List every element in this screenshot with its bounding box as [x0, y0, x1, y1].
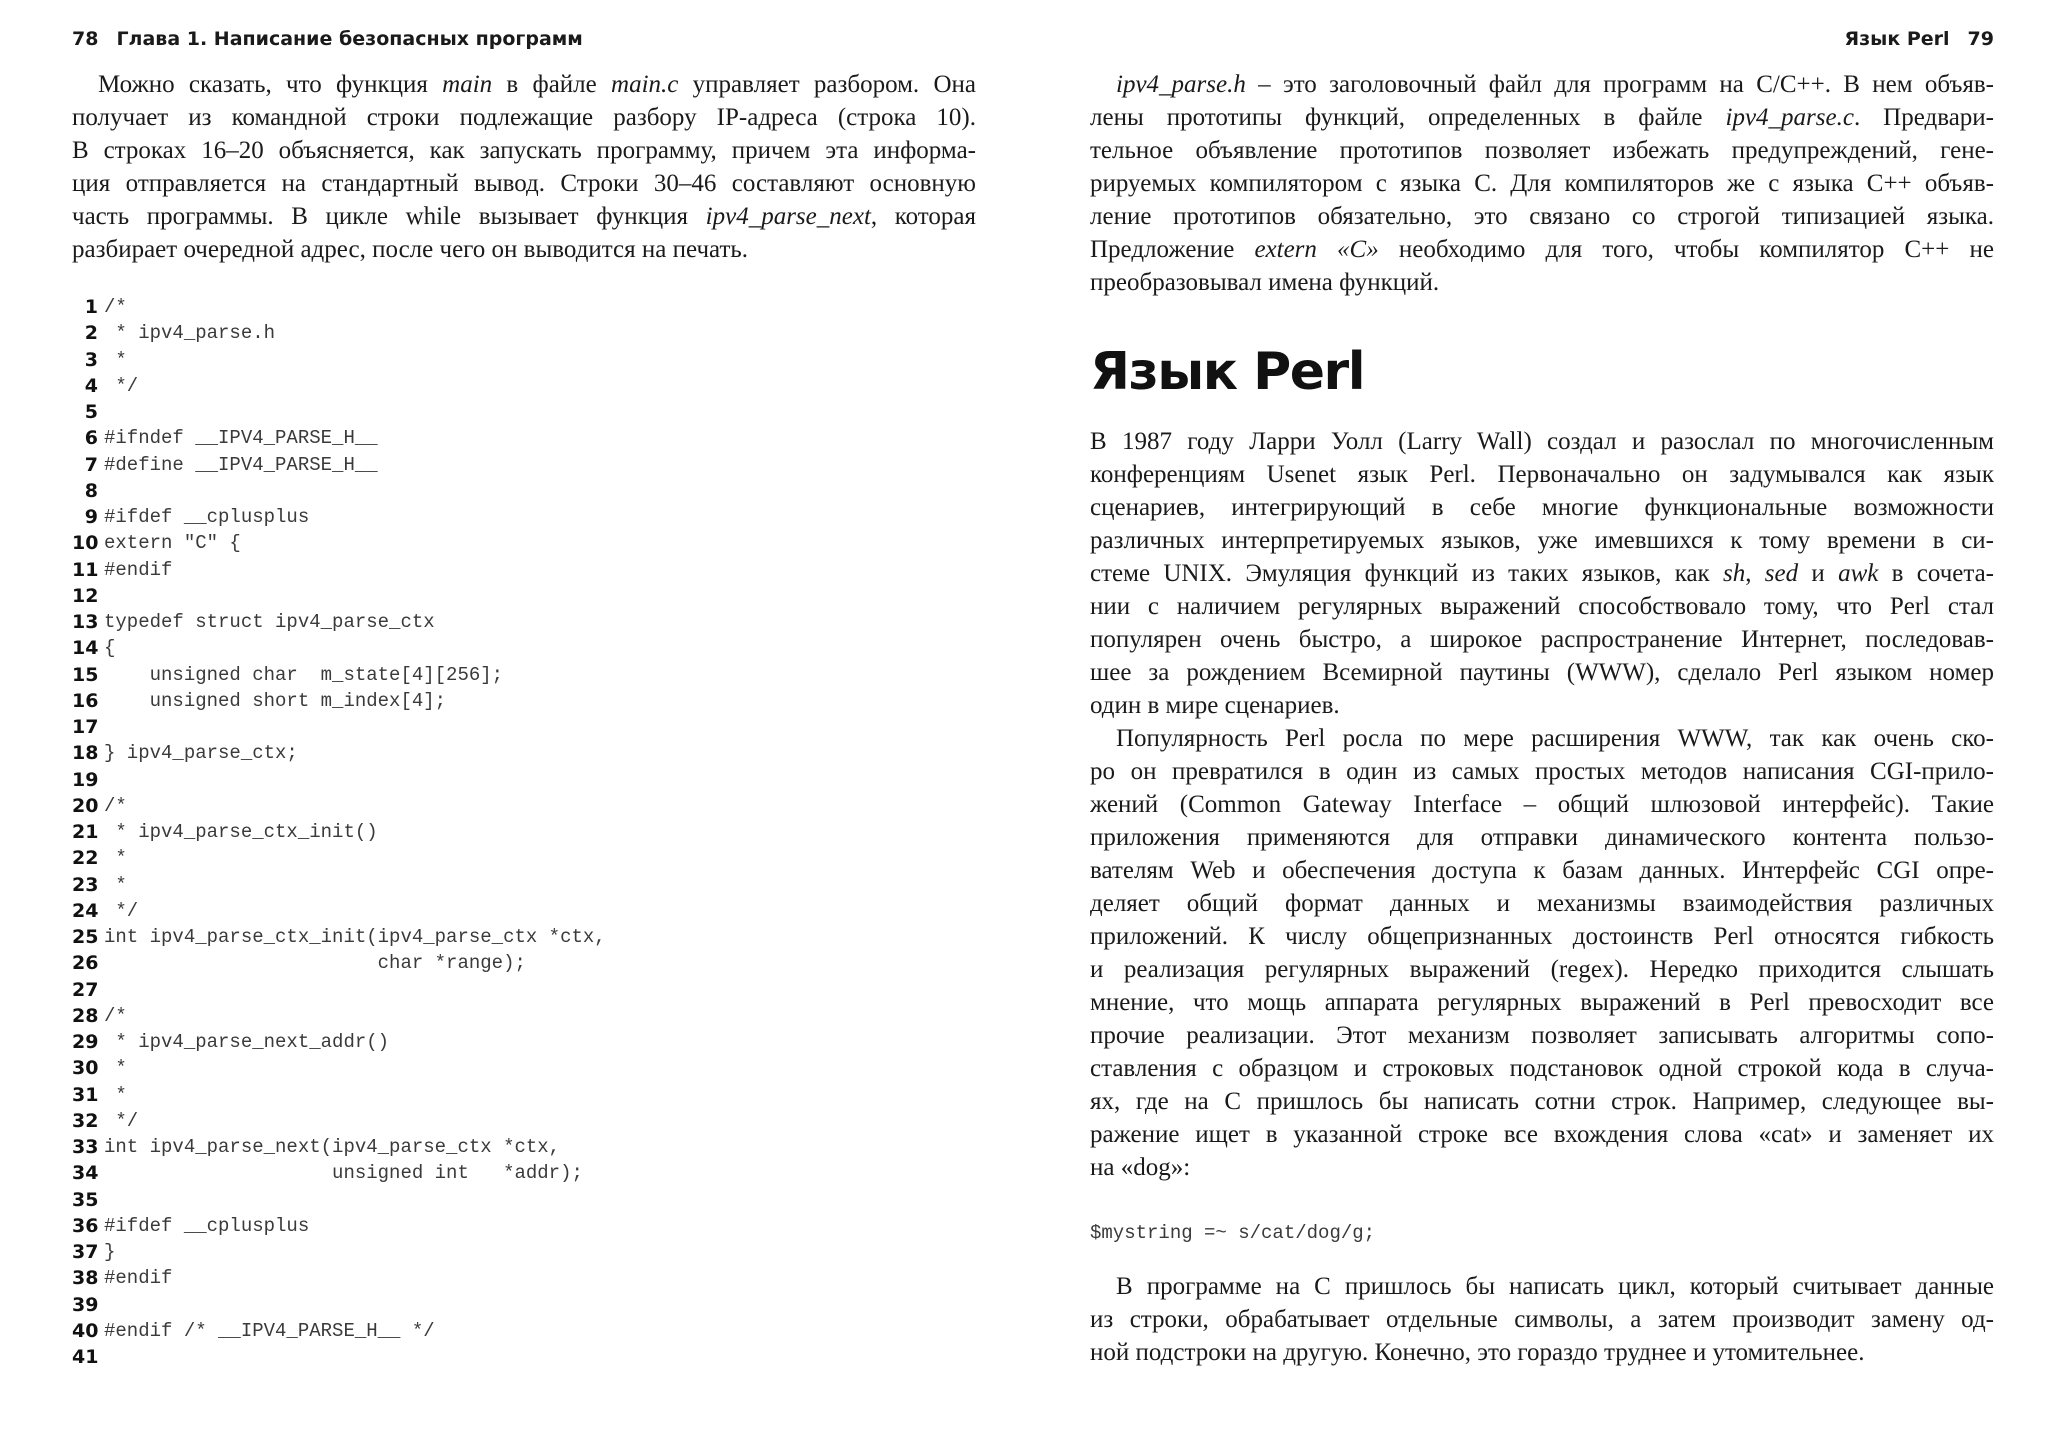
text-line: ражение ищет в указанной строке все вхождения слова «cat» и заменяет их [1090, 1121, 1994, 1148]
text-line: ях, где на C пришлось бы написать сотни строк. Например, следующее вы- [1090, 1088, 1994, 1115]
text-line: получает из командной строки подлежащие разбору IP-адреса (строка 10). [72, 104, 976, 131]
line-number: 9 [84, 506, 98, 528]
code-text: * ipv4_parse.h [104, 322, 276, 345]
text-line: различных интерпретируемых языков, уже имевшихся к тому времени в си- [1090, 527, 1994, 554]
line-number: 11 [72, 558, 99, 581]
text-line: ро он превратился в один из самых простых методов написания CGI-прило- [1090, 758, 1994, 785]
text-line: Популярность Perl росла по мере расширения WWW, так как очень ско- [1116, 725, 1994, 752]
line-number: 19 [72, 768, 99, 791]
code-text: unsigned short m_index[4]; [104, 689, 447, 712]
header-file-paragraph [1090, 68, 1994, 299]
text-line: В строках 16–20 объясняется, как запускать программу, причем эта информа- [72, 137, 976, 164]
text-line: ной подстроки на другую. Конечно, это гораздо труднее и утомительнее. [1090, 1339, 1865, 1366]
code-listing [72, 294, 976, 1370]
code-line [72, 662, 976, 688]
code-text: unsigned char m_state[4][256]; [104, 663, 504, 686]
line-number: 3 [84, 348, 98, 371]
section-heading: Язык Perl [1090, 342, 1365, 402]
text-line: шее за рождением Всемирной паутины (WWW), сделало Perl языком номер [1090, 659, 1994, 686]
text-line: ление прототипов обязательно, это связано со строгой типизацией языка. [1090, 203, 1994, 230]
line-number: 35 [72, 1188, 99, 1211]
running-head-right [1090, 28, 1994, 58]
line-number: 31 [72, 1083, 99, 1106]
text-line: конференциям Usenet язык Perl. Первоначально он задумывался как язык [1090, 461, 1994, 488]
line-number: 7 [84, 453, 98, 476]
intro-paragraph [72, 68, 976, 266]
text-line: рируемых компилятором с языка C. Для компиляторов же с языка C++ объяв- [1090, 170, 1994, 197]
text-line: приложения применяются для отправки динамического контента пользо- [1090, 824, 1994, 851]
text-line: Можно сказать, что функция main в файле main.c управляет разбором. Она [98, 71, 976, 98]
left-page [72, 0, 976, 1447]
code-line [72, 452, 976, 478]
code-text: #ifdef __cplusplus [104, 506, 310, 528]
code-text: typedef struct ipv4_parse_ctx [104, 611, 435, 633]
text-line: лены прототипы функций, определенных в файле ipv4_parse.c. Предвари- [1090, 104, 1994, 131]
text-line: и реализация регулярных выражений (regex). Нередко приходится слышать [1090, 956, 1994, 983]
text-line: деляет общий формат данных и механизмы взаимодействия различных [1090, 890, 1994, 917]
text-line: В 1987 году Ларри Уолл (Larry Wall) создал и разослал по многочисленным [1090, 428, 1994, 455]
line-number: 4 [84, 374, 98, 397]
code-line [72, 898, 976, 924]
code-line [72, 845, 976, 871]
code-line [72, 1055, 976, 1081]
code-line [72, 583, 976, 609]
perl-history-paragraph [1090, 425, 1994, 722]
code-line [72, 1239, 976, 1265]
perl-code-example: $mystring =~ s/cat/dog/g; [1090, 1222, 1376, 1244]
code-text: /* [104, 296, 127, 318]
text-line: популярен очень быстро, а широкое распространение Интернет, последовав- [1090, 626, 1994, 653]
code-line [72, 977, 976, 1003]
line-number: 6 [84, 427, 98, 450]
line-number: 33 [72, 1136, 99, 1158]
code-line [72, 1187, 976, 1213]
code-line [72, 347, 976, 373]
perl-popularity-paragraph [1090, 722, 1994, 1184]
code-text: * [104, 348, 127, 371]
text-line: вателям Web и обеспечения доступа к базам данных. Интерфейс CGI опре- [1090, 857, 1994, 884]
line-number: 34 [72, 1162, 99, 1185]
line-number: 20 [72, 794, 99, 817]
line-number: 38 [72, 1267, 99, 1290]
code-line [72, 399, 976, 425]
code-line [72, 793, 976, 819]
code-line [72, 1160, 976, 1186]
code-text: * [104, 1083, 127, 1106]
code-text: * ipv4_parse_next_addr() [104, 1031, 390, 1053]
code-line [72, 950, 976, 976]
code-line [72, 714, 976, 740]
code-line [72, 320, 976, 346]
line-number: 14 [72, 637, 99, 660]
line-number: 25 [72, 926, 99, 948]
text-line: один в мире сценариев. [1090, 692, 1340, 719]
code-line [72, 688, 976, 714]
text-line: прочие реализации. Этот механизм позволяет записывать алгоритмы сопо- [1090, 1022, 1994, 1049]
line-number: 27 [72, 978, 99, 1001]
code-line [72, 530, 976, 556]
text-line: нии с наличием регулярных выражений способствовало тому, что Perl стал [1090, 593, 1994, 620]
code-text: */ [104, 899, 139, 922]
line-number: 10 [72, 532, 99, 555]
code-line [72, 504, 976, 530]
code-line [72, 557, 976, 583]
page-number-right: 79 [1967, 28, 1994, 50]
text-line: сценариев, интегрирующий в себе многие функциональные возможности [1090, 494, 1994, 521]
line-number: 32 [72, 1109, 99, 1132]
text-line: из строки, обрабатывает отдельные символы, а затем производит замену од- [1090, 1306, 1994, 1333]
c-comparison-paragraph [1090, 1270, 1994, 1369]
text-line: мнение, что мощь аппарата регулярных выражений в Perl превосходит все [1090, 989, 1994, 1016]
code-text: } [104, 1241, 116, 1263]
line-number: 16 [72, 689, 99, 712]
code-text: * ipv4_parse_ctx_init() [104, 821, 378, 843]
line-number: 28 [72, 1004, 99, 1027]
line-number: 12 [72, 584, 99, 607]
code-text: #define __IPV4_PARSE_H__ [104, 453, 378, 476]
code-text: char *range); [104, 952, 526, 975]
line-number: 1 [84, 296, 98, 318]
line-number: 23 [72, 873, 99, 896]
page-number-left: 78 [72, 28, 99, 50]
right-page [1090, 0, 1994, 1447]
code-line [72, 1265, 976, 1291]
code-text: #endif [104, 558, 173, 581]
code-line [72, 1318, 976, 1344]
code-text: /* [104, 1004, 127, 1027]
code-text: * [104, 1057, 127, 1080]
code-line [72, 1344, 976, 1370]
code-line [72, 1029, 976, 1055]
text-line: стеме UNIX. Эмуляция функций из таких языков, как sh, sed и awk в сочета- [1090, 560, 1994, 587]
code-line [72, 924, 976, 950]
text-line: на «dog»: [1090, 1154, 1191, 1181]
code-text: } ipv4_parse_ctx; [104, 742, 298, 765]
text-line: приложений. К числу общепризнанных достоинств Perl относятся гибкость [1090, 923, 1994, 950]
code-line [72, 1292, 976, 1318]
chapter-title: Глава 1. Написание безопасных программ [116, 28, 583, 50]
section-running-title: Язык Perl [1844, 28, 1950, 50]
code-text: { [104, 637, 116, 660]
running-head-left [72, 28, 976, 58]
code-line [72, 767, 976, 793]
text-line: жений (Common Gateway Interface – общий шлюзовой интерфейс). Такие [1090, 791, 1994, 818]
line-number: 41 [72, 1346, 99, 1368]
code-text: extern "C" { [104, 532, 241, 555]
text-line: преобразовывал имена функций. [1090, 269, 1440, 296]
line-number: 26 [72, 952, 99, 975]
code-text: unsigned int *addr); [104, 1162, 583, 1185]
code-line [72, 425, 976, 451]
text-line: В программе на C пришлось бы написать цикл, который считывает данные [1116, 1273, 1994, 1300]
code-line [72, 373, 976, 399]
code-text: */ [104, 374, 139, 397]
line-number: 13 [72, 611, 99, 633]
code-line [72, 1082, 976, 1108]
code-line [72, 609, 976, 635]
code-line [72, 740, 976, 766]
text-line: ция отправляется на стандартный вывод. Строки 30–46 составляют основную [72, 170, 976, 197]
code-text: /* [104, 794, 127, 817]
code-text: #endif [104, 1267, 173, 1290]
line-number: 30 [72, 1057, 99, 1080]
code-text: * [104, 847, 127, 870]
text-line: разбирает очередной адрес, после чего он выводится на печать. [72, 236, 749, 263]
code-line [72, 478, 976, 504]
line-number: 18 [72, 742, 99, 765]
line-number: 22 [72, 847, 99, 870]
code-text: #ifdef __cplusplus [104, 1214, 310, 1237]
code-line [72, 1134, 976, 1160]
line-number: 21 [72, 821, 99, 843]
code-text: int ipv4_parse_ctx_init(ipv4_parse_ctx *ctx, [104, 926, 606, 948]
line-number: 2 [84, 322, 98, 345]
code-line [72, 635, 976, 661]
text-line: ставления с образцом и строковых подстановок одной строкой кода в случа- [1090, 1055, 1994, 1082]
code-line [72, 1213, 976, 1239]
text-line: Предложение extern «C» необходимо для того, чтобы компилятор C++ не [1090, 236, 1994, 263]
code-line [72, 1003, 976, 1029]
line-number: 36 [72, 1214, 99, 1237]
code-text: */ [104, 1109, 139, 1132]
code-text: #ifndef __IPV4_PARSE_H__ [104, 427, 378, 450]
line-number: 40 [72, 1319, 99, 1342]
code-line [72, 872, 976, 898]
line-number: 29 [72, 1031, 99, 1053]
line-number: 37 [72, 1241, 99, 1263]
line-number: 8 [84, 479, 98, 502]
code-line [72, 294, 976, 320]
text-line: тельное объявление прототипов позволяет избежать предупреждений, гене- [1090, 137, 1994, 164]
code-text: * [104, 873, 127, 896]
code-text: #endif /* __IPV4_PARSE_H__ */ [104, 1319, 435, 1342]
code-line [72, 1108, 976, 1134]
line-number: 15 [72, 663, 99, 686]
line-number: 5 [84, 401, 98, 423]
line-number: 39 [72, 1293, 99, 1316]
code-text: int ipv4_parse_next(ipv4_parse_ctx *ctx, [104, 1136, 561, 1158]
code-line [72, 819, 976, 845]
text-line: ipv4_parse.h – это заголовочный файл для программ на C/C++. В нем объяв- [1116, 71, 1994, 98]
text-line: часть программы. В цикле while вызывает функция ipv4_parse_next, которая [72, 203, 976, 230]
line-number: 24 [72, 899, 99, 922]
line-number: 17 [72, 716, 99, 738]
